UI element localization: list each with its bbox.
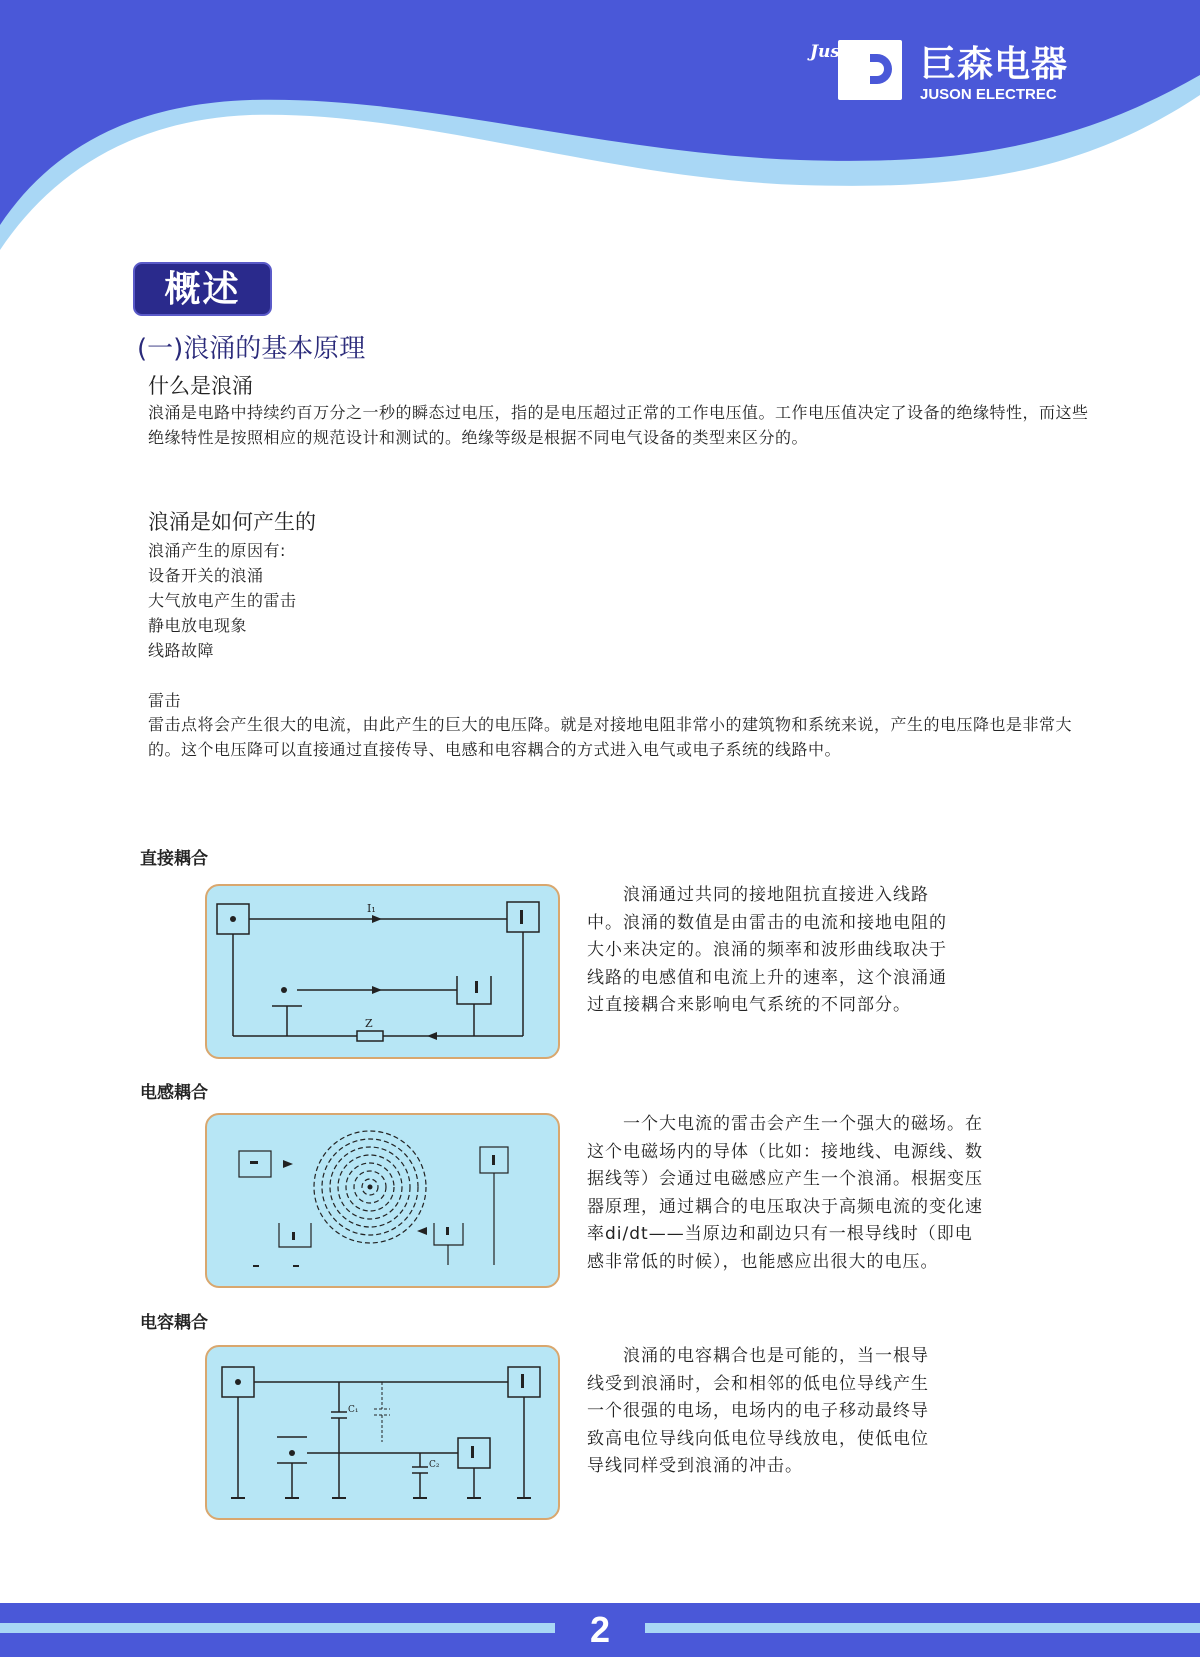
desc-line: 一个大电流的雷击会产生一个强大的磁场。在 bbox=[587, 1114, 983, 1134]
section-title: (一)浪涌的基本原理 bbox=[137, 334, 366, 364]
desc-line: 据线等）会通过电磁感应产生一个浪涌。根据变压 bbox=[587, 1169, 983, 1189]
current-label: I₁ bbox=[367, 902, 376, 915]
desc-line: 线受到浪涌时，会和相邻的低电位导线产生 bbox=[587, 1373, 929, 1394]
causes-heading: 浪涌是如何产生的 bbox=[148, 510, 316, 534]
brand-name-en: JUSON ELECTREC bbox=[920, 86, 1057, 103]
capacitive-coupling-description bbox=[587, 1343, 929, 1481]
desc-line: 致高电位导线向低电位导线放电，使低电位 bbox=[587, 1428, 929, 1449]
cause-item: 静电放电现象 bbox=[148, 616, 248, 635]
desc-line: 中。浪涌的数值是由雷击的电流和接地电阻的 bbox=[587, 912, 947, 933]
what-heading: 什么是浪涌 bbox=[148, 374, 253, 398]
desc-line: 导线同样受到浪涌的冲击。 bbox=[587, 1456, 803, 1476]
capacitive-coupling-label: 电容耦合 bbox=[140, 1313, 208, 1333]
section-badge: 概述 bbox=[133, 262, 272, 316]
desc-line: 感非常低的时候），也能感应出很大的电压。 bbox=[587, 1251, 939, 1272]
brand-name-cn: 巨森电器 bbox=[920, 43, 1069, 85]
what-paragraph: 浪涌是电路中持续约百万分之一秒的瞬态过电压，指的是电压超过正常的工作电压值。工作电压值决定了设备的绝缘特性，而这些绝缘特性是按照相应的规范设计和测试的。绝缘等级是根据不同电气设备的类型来区分的。 bbox=[148, 403, 1089, 447]
desc-line: 一个很强的电场，电场内的电子移动最终导 bbox=[587, 1401, 929, 1421]
desc-line: 线路的电感值和电流上升的速率，这个浪涌通 bbox=[587, 967, 947, 988]
capacitor-1-label: C₁ bbox=[348, 1405, 359, 1415]
capacitive-coupling-diagram bbox=[205, 1345, 560, 1520]
cause-item: 大气放电产生的雷击 bbox=[148, 591, 297, 610]
footer-stripe-left bbox=[0, 1623, 555, 1633]
desc-line: 过直接耦合来影响电气系统的不同部分。 bbox=[587, 995, 911, 1015]
cause-item: 设备开关的浪涌 bbox=[148, 566, 264, 585]
footer-stripe-right bbox=[645, 1623, 1200, 1633]
desc-line: 这个电磁场内的导体（比如：接地线、电源线、数 bbox=[587, 1141, 983, 1162]
direct-coupling-label: 直接耦合 bbox=[140, 849, 208, 869]
desc-line: 浪涌通过共同的接地阻抗直接进入线路 bbox=[587, 885, 929, 905]
logo-latin-text: Juson bbox=[810, 42, 864, 62]
lightning-heading: 雷击 bbox=[148, 691, 182, 710]
desc-line: 浪涌的电容耦合也是可能的，当一根导 bbox=[587, 1346, 929, 1366]
desc-line: 器原理，通过耦合的电压取决于高频电流的变化速 bbox=[587, 1196, 983, 1217]
page-number: 2 bbox=[589, 1609, 611, 1650]
causes-intro: 浪涌产生的原因有: bbox=[148, 541, 286, 560]
capacitor-2-label: C₂ bbox=[429, 1460, 440, 1470]
brand-logo bbox=[808, 36, 1108, 106]
cause-item: 线路故障 bbox=[148, 641, 215, 660]
page-footer bbox=[0, 1603, 1200, 1657]
desc-line: 率di/dt——当原边和副边只有一根导线时（即电 bbox=[587, 1224, 973, 1244]
direct-coupling-diagram bbox=[205, 884, 560, 1059]
direct-coupling-description bbox=[587, 882, 947, 1020]
inductive-coupling-label: 电感耦合 bbox=[140, 1083, 208, 1103]
lightning-paragraph: 雷击点将会产生很大的电流，由此产生的巨大的电压降。就是对接地电阻非常小的建筑物和系统来说，产生的电压降也是非常大的。这个电压降可以直接通过直接传导、电感和电容耦合的方式进入电气或电子系统的线路中。 bbox=[148, 715, 1073, 759]
inductive-coupling-description bbox=[587, 1111, 983, 1276]
impedance-label: Z bbox=[365, 1017, 373, 1030]
inductive-coupling-diagram bbox=[205, 1113, 560, 1288]
desc-line: 大小来决定的。浪涌的频率和波形曲线取决于 bbox=[587, 940, 947, 960]
